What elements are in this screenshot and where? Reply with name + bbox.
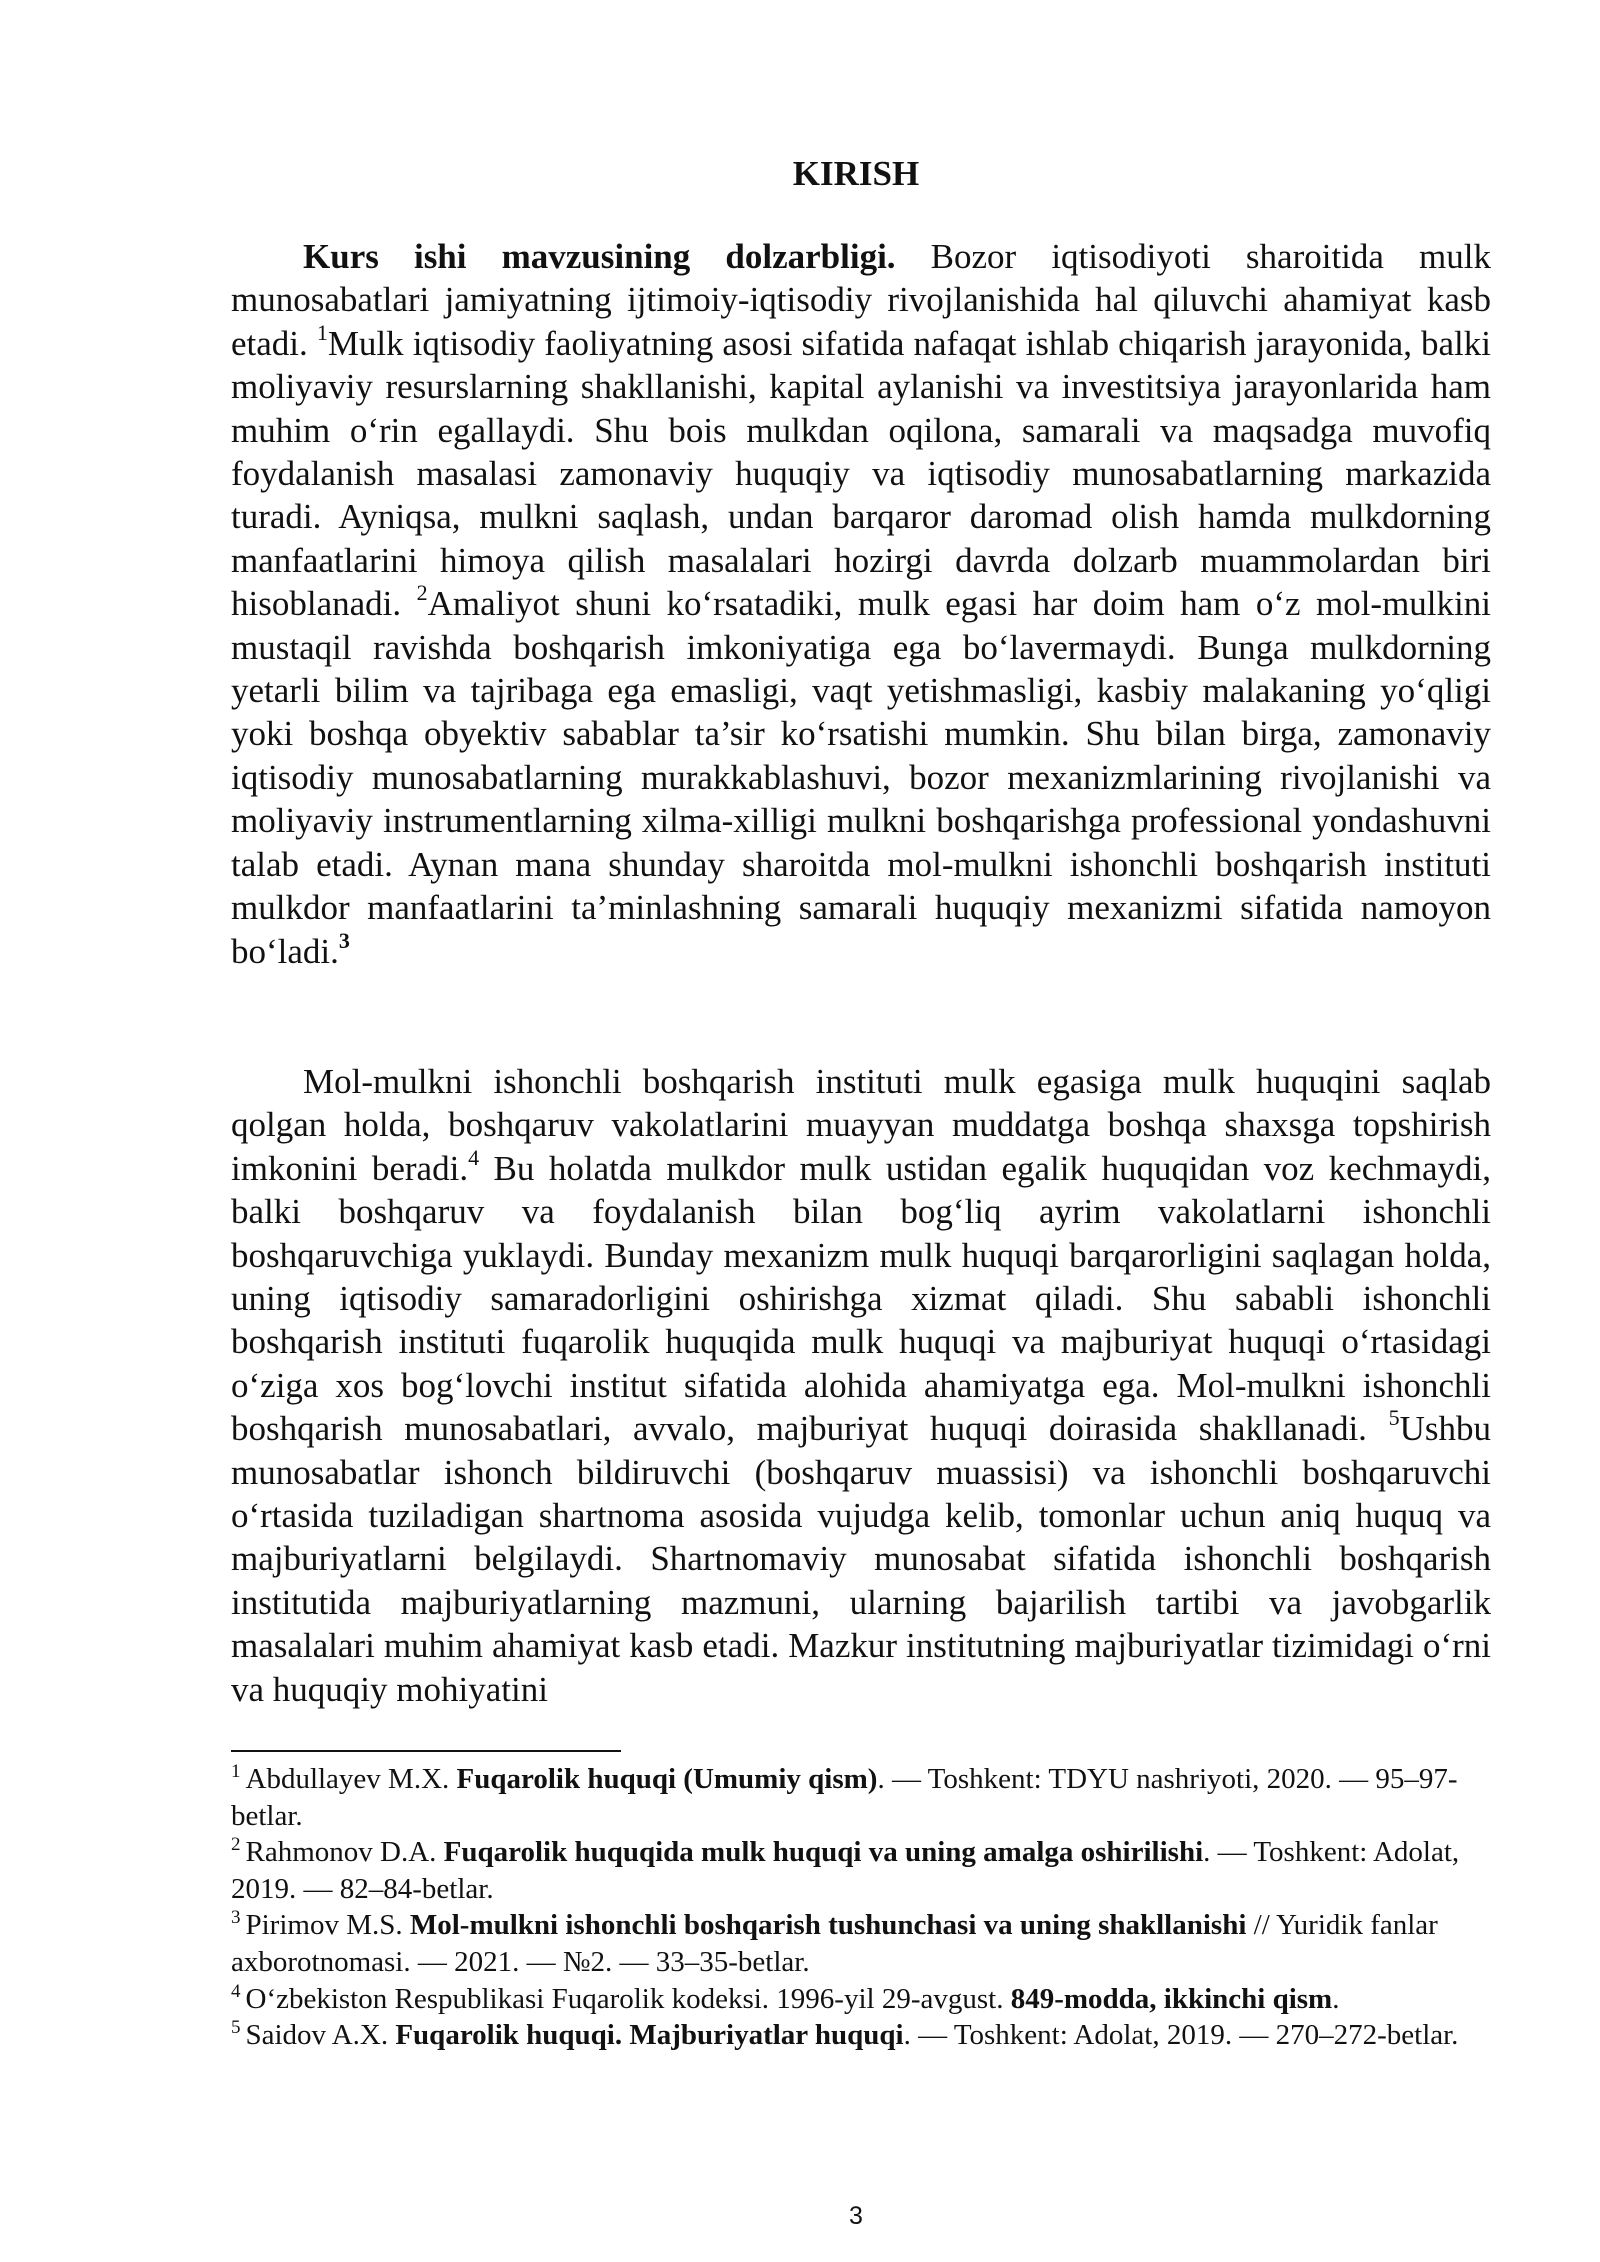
footnote-details: // Yuridik fanlar axborotnomasi. — 2021. — №2. — 33–35-betlar. xyxy=(231,1909,1438,1978)
footnote-author: Pirimov M.S. xyxy=(245,1909,410,1942)
footnote-work-title: Fuqarolik huquqi (Umumiy qism) xyxy=(456,1763,878,1795)
sentence-1: Mol-mulkni ishonchli boshqarish instituti mulk egasiga mulk huquqini saqlab qolgan holda, boshqaruv vakolatlarini muayyan muddatga boshqa shaxsga topshirish imkonini beradi. xyxy=(231,1062,1491,1188)
footnote-ref-1[interactable]: 1 xyxy=(316,319,328,345)
sentence-1: Bozor iqtisodiyoti sharoitida mulk munosabatlari jamiyatning ijtimoiy-iqtisodiy rivojlanishida hal qiluvchi ahamiyat kasb etadi. xyxy=(231,237,1491,363)
footnote-number: 1 xyxy=(231,1761,241,1782)
footnote-ref-3[interactable]: 3 xyxy=(338,927,350,953)
paragraph-1-text xyxy=(231,235,1491,973)
footnote-work-title: Fuqarolik huquqi. Majburiyatlar huquqi xyxy=(395,2019,904,2052)
footnote-ref-5[interactable]: 5 xyxy=(1388,1405,1400,1431)
footnote-number: 4 xyxy=(231,1980,241,2002)
footnote-author: Abdullayev M.X. xyxy=(245,1763,457,1795)
footnote-number: 3 xyxy=(231,1907,241,1929)
sentence-2: Mulk iqtisodiy faoliyatning asosi sifatida nafaqat ishlab chiqarish jarayonida, balki moliyaviy resurslarning shakllanishi, kapital aylanishi va investitsiya jarayonlarida ham muhim o‘rin egallaydi. Shu bois mulkdan oqilona, samarali va maqsadga muvofiq foydalanish masalasi zamonaviy huquqiy va iqtisodiy munosabatlarning markazida turadi. Ayniqsa, mulkni saqlash, undan barqaror daromad olish hamda mulkdorning manfaatlarini himoya qilish masalalari hozirgi davrda dolzarb muammolardan biri hisoblanadi. xyxy=(231,323,1491,624)
paragraph-relevance xyxy=(231,235,1491,973)
footnote-details: . — Toshkent: Adolat, 2019. — 82–84-betlar. xyxy=(231,1836,1460,1905)
footnote-details: . — Toshkent: Adolat, 2019. — 270–272-betlar. xyxy=(903,2019,1459,2052)
paragraph-trust-management xyxy=(231,1060,1491,1711)
footnote-work-title: 849-modda, ikkinchi qism xyxy=(1010,1982,1333,2015)
footnote-number: 2 xyxy=(231,1834,241,1856)
sentence-2: Bu holatda mulkdor mulk ustidan egalik huquqidan voz kechmaydi, balki boshqaruv va foydalanish bilan bog‘liq ayrim vakolatlarni ishonchli boshqaruvchiga yuklaydi. Bunday mexanizm mulk huquqi barqarorligini saqlagan holda, uning iqtisodiy samaradorligini oshirishga xizmat qiladi. Shu sababli ishonchli boshqarish instituti fuqarolik huquqida mulk huquqi va majburiyat huquqi o‘rtasidagi o‘ziga xos bog‘lovchi institut sifatida alohida ahamiyatga ega. Mol-mulkni ishonchli boshqarish munosabatlari, avvalo, majburiyat huquqi doirasida shakllanadi. xyxy=(231,1148,1491,1449)
footnote-ref-4[interactable]: 4 xyxy=(468,1144,480,1170)
sentence-3: Ushbu munosabatlar ishonch bildiruvchi (boshqaruv muassisi) va ishonchli boshqaruvchi o‘rtasida tuziladigan shartnoma asosida vujudga kelib, tomonlar uchun aniq huquq va majburiyatlarni belgilaydi. Shartnomaviy munosabat sifatida ishonchli boshqarish institutida majburiyatlarning mazmuni, ularning bajarilish tartibi va javobgarlik masalalari muhim ahamiyat kasb etadi. Mazkur institutning majburiyatlar tizimidagi o‘rni va huquqiy mohiyatini xyxy=(231,1409,1491,1709)
footnote-number: 5 xyxy=(231,2017,241,2039)
section-title: KIRISH xyxy=(792,154,920,193)
footnote-details: . xyxy=(1332,1982,1340,2015)
paragraph-2-text xyxy=(231,1060,1491,1711)
footnote-5 xyxy=(231,2017,1491,2054)
paragraph-lead: Kurs ishi mavzusining dolzarbligi. xyxy=(303,237,896,276)
footnote-2 xyxy=(231,1834,1491,1907)
footnote-author: Rahmonov D.A. xyxy=(245,1836,444,1869)
footnote-3 xyxy=(231,1907,1491,1980)
footnote-ref-2[interactable]: 2 xyxy=(416,580,428,606)
page-number: 3 xyxy=(849,2202,863,2230)
footnote-1 xyxy=(231,1761,1491,1834)
footnotes xyxy=(231,1761,1491,2054)
footnote-4 xyxy=(231,1981,1491,2018)
footnote-author: O‘zbekiston Respublikasi Fuqarolik kodeksi. 1996-yil 29-avgust. xyxy=(245,1982,1011,2015)
sentence-3: Amaliyot shuni ko‘rsatadiki, mulk egasi har doim ham o‘z mol-mulkini mustaqil ravishda boshqarish imkoniyatiga ega bo‘lavermaydi. Bunga mulkdorning yetarli bilim va tajribaga ega emasligi, vaqt yetishmasligi, kasbiy malakaning yo‘qligi yoki boshqa obyektiv sabablar ta’sir ko‘rsatishi mumkin. Shu bilan birga, zamonaviy iqtisodiy munosabatlarning murakkablashuvi, bozor mexanizmlarining rivojlanishi va moliyaviy instrumentlarning xilma-xilligi mulkni boshqarishga professional yondashuvni talab etadi. Aynan mana shunday sharoitda mol-mulkni ishonchli boshqarish instituti mulkdor manfaatlarini ta’minlashning samarali huquqiy mexanizmi sifatida namoyon bo‘ladi. xyxy=(231,584,1491,971)
footnote-work-title: Mol-mulkni ishonchli boshqarish tushunchasi va uning shakllanishi xyxy=(409,1909,1247,1942)
footnote-details: . — Toshkent: TDYU nashriyoti, 2020. — 95–97-betlar. xyxy=(231,1763,1458,1832)
footnote-work-title: Fuqarolik huquqida mulk huquqi va uning amalga oshirilishi xyxy=(443,1836,1204,1869)
footnote-divider xyxy=(231,1750,621,1752)
footnote-author: Saidov A.X. xyxy=(245,2019,396,2052)
